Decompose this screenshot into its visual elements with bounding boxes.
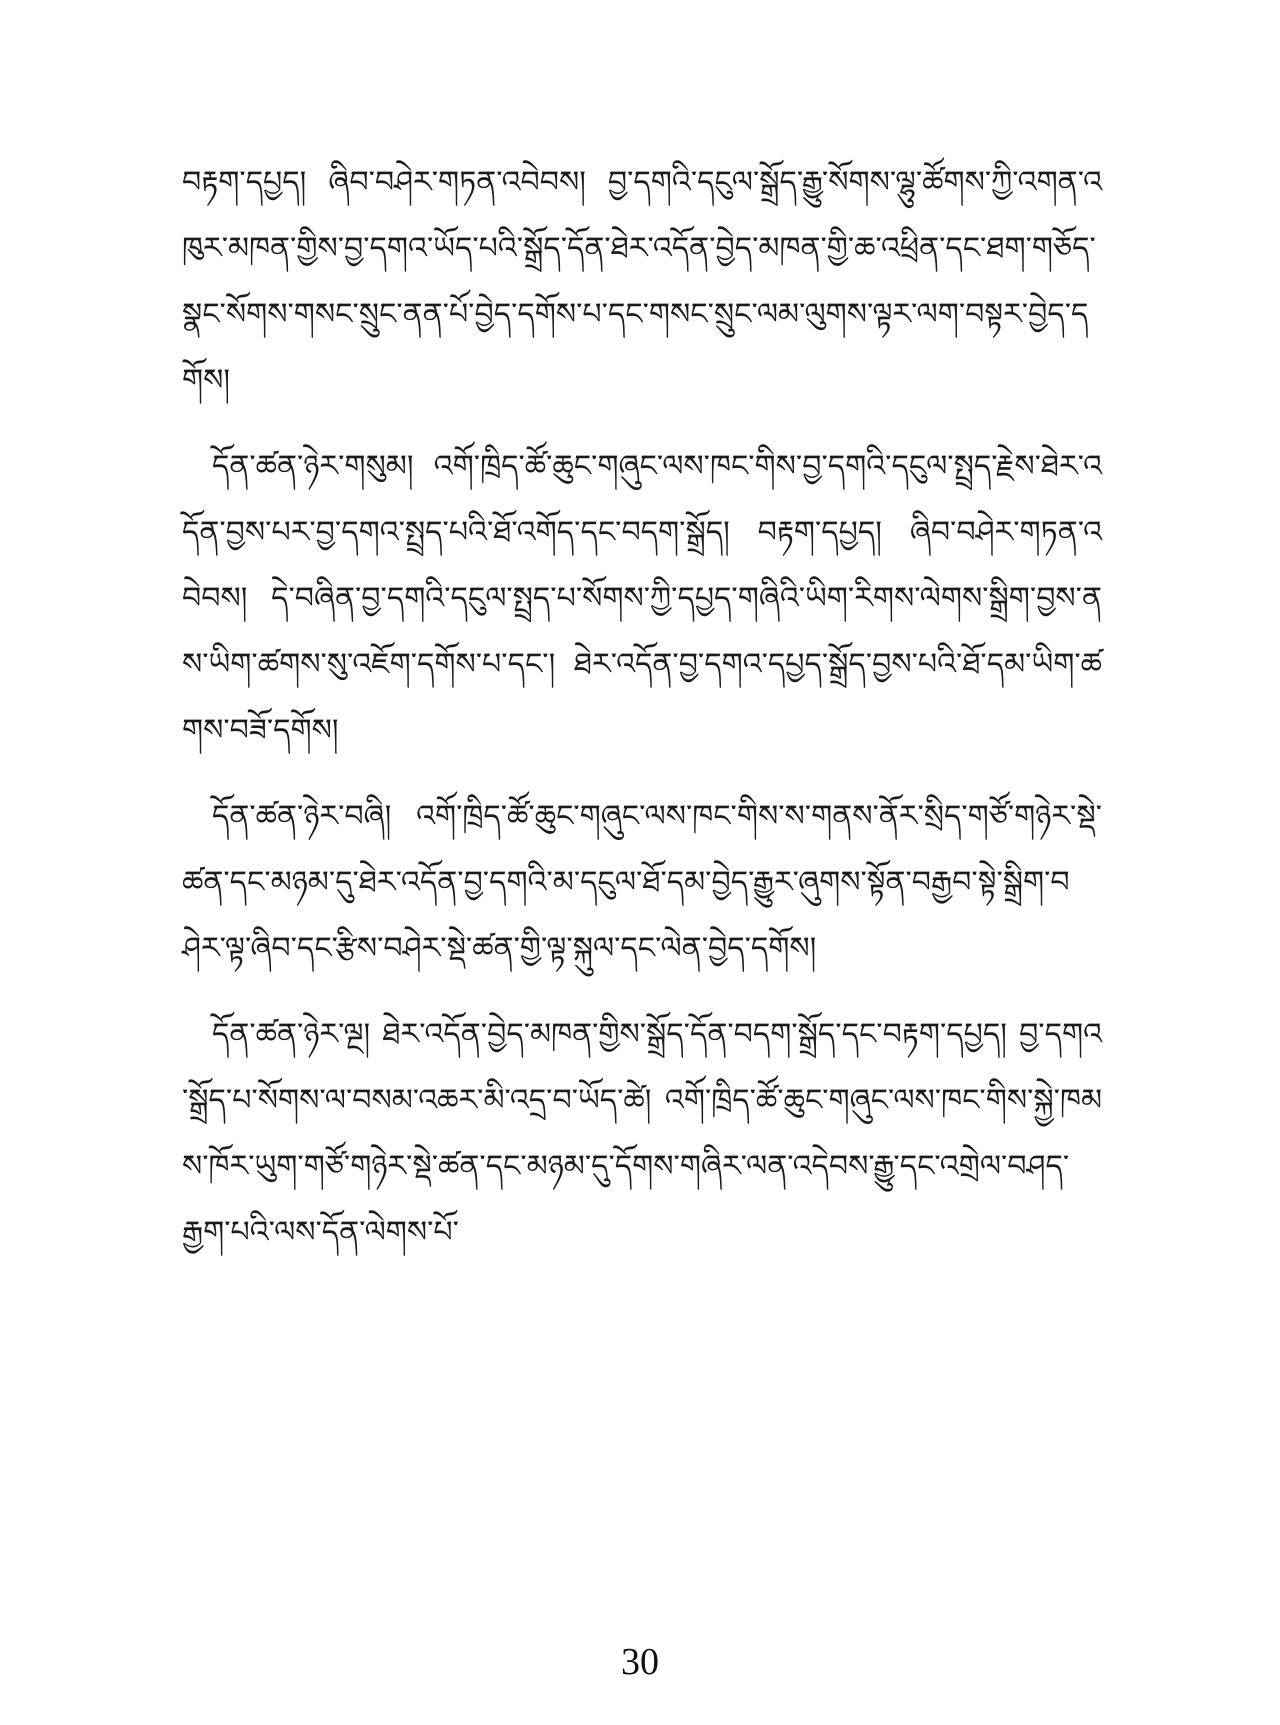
body-text xyxy=(182,150,1102,1286)
page-number: 30 xyxy=(621,1641,659,1683)
paragraph-1: བརྟག་དཔྱད། ཞིབ་བཤེར་གཏན་འབེབས། བྱ་དགའི་དངུལ་སྒྲོད་རྒྱུ་སོགས་ལྷུ་ཚོགས་ཀྱི་འགན་འཁུར་མཁན་གྱིས་བྱ་དགའ་ཡོད་པའི་སྒྲོད་དོན་ཐེར་འདོན་བྱེད་མཁན་གྱི་ཆ་འཕྲིན་དང་ཐག་གཅོད་སྣང་སོགས་གསང་སྲུང་ནན་པོ་བྱེད་དགོས་པ་དང་གསང་སྲུང་ལམ་ལུགས་ལྟར་ལག་བསྟར་བྱེད་དགོས། xyxy=(182,165,1102,398)
paragraph-3: དོན་ཚན་ཉེར་བཞི། འགོ་ཁྲིད་ཚོ་ཆུང་གཞུང་ལས་ཁང་གིས་ས་གནས་ནོར་སྲིད་གཙོ་གཉེར་སྡེ་ཚན་དང་མཉམ་དུ་ཐེར་འདོན་བྱ་དགའི་མ་དངུལ་ཐོ་དམ་བྱེད་རྒྱུར་ཞུགས་སྟོན་བརྒྱབ་སྟེ་སྒྲིག་བཤེར་ལྟ་ཞིབ་དང་རྩིས་བཤེར་སྡེ་ཚན་གྱི་ལྟ་སྐུལ་དང་ལེན་བྱེད་དགོས། xyxy=(182,799,1102,966)
paragraph-2: དོན་ཚན་ཉེར་གསུམ། འགོ་ཁྲིད་ཚོ་ཆུང་གཞུང་ལས་ཁང་གིས་བྱ་དགའི་དངུལ་སྤྲད་རྗེས་ཐེར་འདོན་བྱས་པར་བྱ་དགའ་སྤྲད་པའི་ཐོ་འགོད་དང་བདག་སྒྲོད། བརྟག་དཔྱད། ཞིབ་བཤེར་གཏན་འབེབས། དེ་བཞིན་བྱ་དགའི་དངུལ་སྤྲད་པ་སོགས་ཀྱི་དཔྱད་གཞིའི་ཡིག་རིགས་ལེགས་སྒྲིག་བྱས་ནས་ཡིག་ཚགས་སུ་འཇོག་དགོས་པ་དང་། ཐེར་འདོན་བྱ་དགའ་དཔྱད་སྒྲོད་བྱས་པའི་ཐོ་དམ་ཡིག་ཚགས་བཟོ་དགོས། xyxy=(182,449,1102,748)
paragraph-4: དོན་ཚན་ཉེར་ལྔ། ཐེར་འདོན་བྱེད་མཁན་གྱིས་སྒྲོད་དོན་བདག་སྒྲོད་དང་བརྟག་དཔྱད། བྱ་དགའ་སྒྲོད་པ་སོགས་ལ་བསམ་འཆར་མི་འདྲ་བ་ཡོད་ཚེ། འགོ་ཁྲིད་ཚོ་ཆུང་གཞུང་ལས་ཁང་གིས་སྐྱེ་ཁམས་ཁོར་ཡུག་གཙོ་གཉེར་སྡེ་ཚན་དང་མཉམ་དུ་དོགས་གཞིར་ལན་འདེབས་རྒྱུ་དང་འགྲེལ་བཤད་རྒྱག་པའི་ལས་དོན་ལེགས་པོ་ xyxy=(182,1017,1102,1250)
